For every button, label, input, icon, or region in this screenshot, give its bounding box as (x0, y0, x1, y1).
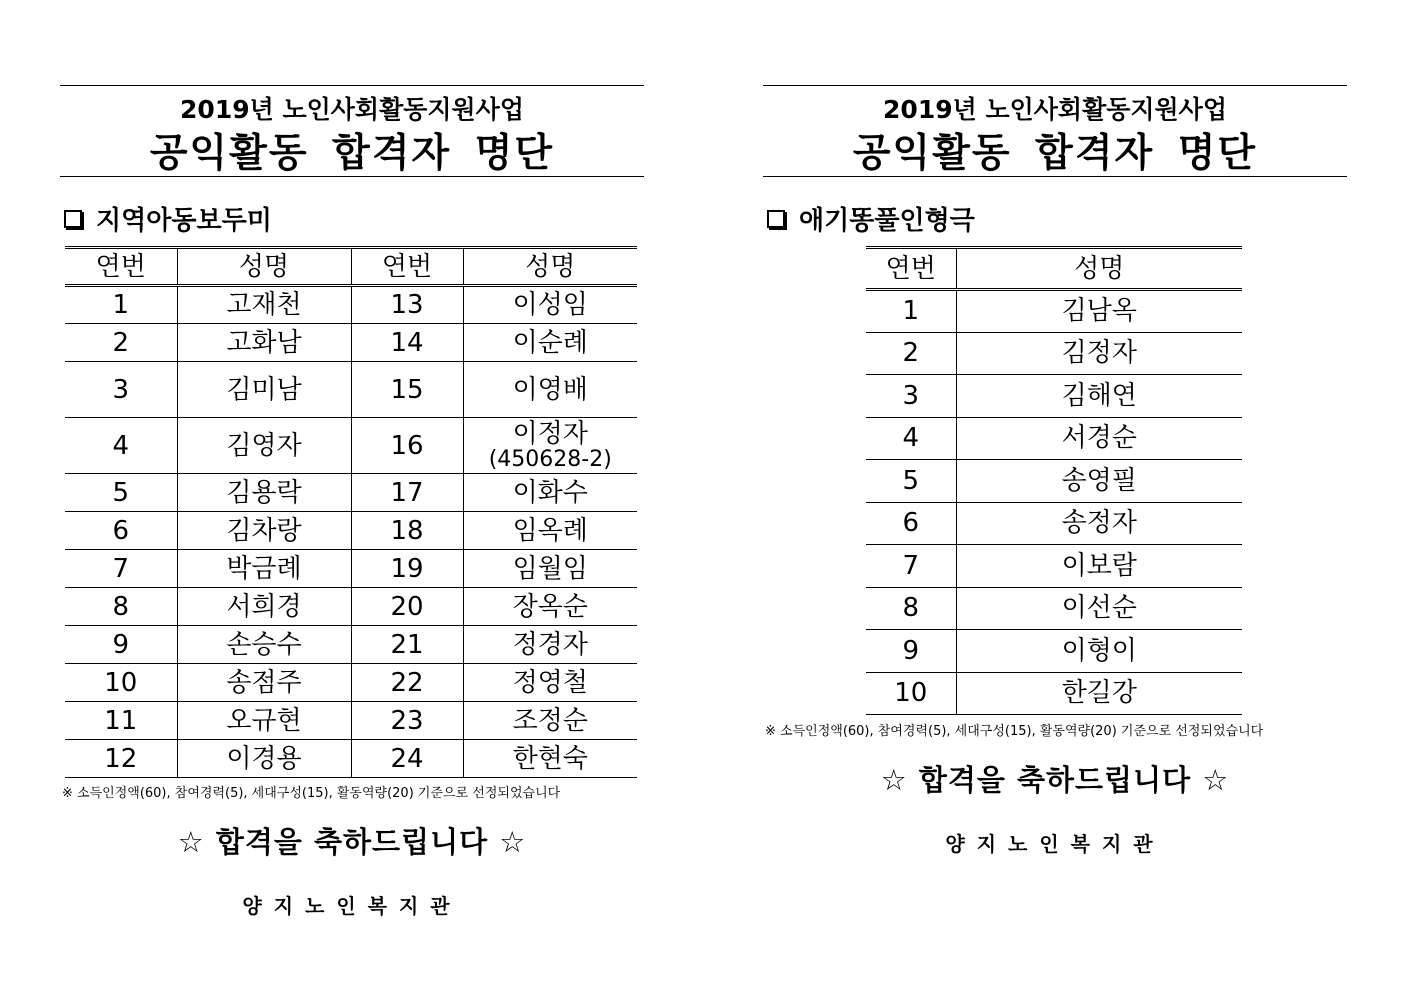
cell-name-text: 장옥순 (512, 591, 588, 622)
cell-name (177, 512, 351, 550)
cell-number-text: 15 (390, 374, 424, 405)
cell-number (65, 474, 177, 512)
header-name: 성명 (177, 248, 351, 286)
cell-number-text: 20 (390, 591, 424, 622)
table-row (65, 626, 637, 664)
table-row (65, 550, 637, 588)
cell-number: 7 (866, 545, 956, 588)
cell-name (463, 626, 637, 664)
section-heading (60, 200, 272, 237)
cell-number (351, 664, 463, 702)
cell-number-text: 12 (104, 743, 138, 774)
cell-number-text: 21 (390, 629, 424, 660)
table-row (65, 588, 637, 626)
cell-number (351, 702, 463, 740)
cell-number: 2 (866, 332, 956, 375)
cell-number (65, 588, 177, 626)
cell-number-text: 16 (390, 430, 424, 461)
cell-number (65, 286, 177, 324)
cell-name-text: 이순례 (512, 327, 588, 358)
cell-name-text: 박금례 (226, 553, 302, 584)
table-row (866, 375, 1242, 418)
cell-number (65, 362, 177, 418)
cell-number-text: 19 (390, 553, 424, 584)
cell-name (177, 550, 351, 588)
table-row (866, 502, 1242, 545)
table-row (65, 702, 637, 740)
cell-name-text: 임옥례 (512, 515, 588, 546)
cell-number (351, 550, 463, 588)
cell-number: 4 (866, 417, 956, 460)
section-label: 지역아동보두미 (96, 206, 272, 236)
cell-number (351, 474, 463, 512)
cell-name-text: 김미남 (226, 374, 302, 405)
cell-name-text: 김용락 (226, 477, 302, 508)
cell-number-text: 18 (390, 515, 424, 546)
table-row (65, 418, 637, 474)
cell-name-text: 조정순 (512, 705, 588, 736)
cell-number (65, 664, 177, 702)
cell-number-text: 23 (390, 705, 424, 736)
cell-name (177, 474, 351, 512)
title-box (763, 85, 1347, 177)
cell-name: 이보람 (956, 545, 1242, 588)
cell-number (65, 550, 177, 588)
cell-name-text: 오규현 (226, 705, 302, 736)
cell-name (463, 324, 637, 362)
checkbox-square-icon (767, 210, 785, 228)
cell-name (177, 324, 351, 362)
table-row (866, 290, 1242, 333)
header-name: 성명 (956, 248, 1242, 290)
cell-number (351, 512, 463, 550)
cell-name-text: 이화수 (512, 477, 588, 508)
table-row (65, 286, 637, 324)
cell-name (177, 286, 351, 324)
congratulations-text: ☆ 합격을 축하드립니다 ☆ (177, 825, 527, 859)
cell-number: 8 (866, 587, 956, 630)
cell-number-text: 14 (390, 327, 424, 358)
cell-name (463, 362, 637, 418)
table-row (866, 587, 1242, 630)
cell-name: 김남옥 (956, 290, 1242, 333)
header-name: 성명 (463, 248, 637, 286)
cell-name: 김해연 (956, 375, 1242, 418)
cell-name-text: 정영철 (512, 667, 588, 698)
cell-number (65, 512, 177, 550)
cell-number (351, 740, 463, 778)
cell-number: 6 (866, 502, 956, 545)
cell-name (463, 588, 637, 626)
cell-number-text: 8 (112, 591, 130, 622)
cell-number (65, 324, 177, 362)
cell-number (65, 418, 177, 474)
cell-name (463, 702, 637, 740)
cell-name (463, 740, 637, 778)
roster-table (65, 246, 637, 778)
cell-name: 송정자 (956, 502, 1242, 545)
cell-number (65, 740, 177, 778)
selection-criteria-note: ※ 소득인정액(60), 참여경력(5), 세대구성(15), 활동역량(20) 기준으로 선정되었습니다 (62, 786, 561, 801)
cell-number: 5 (866, 460, 956, 503)
cell-number (351, 324, 463, 362)
organization-name: 양지노인복지관 (945, 832, 1165, 856)
cell-number: 10 (866, 672, 956, 715)
congratulations-text: ☆ 합격을 축하드립니다 ☆ (880, 763, 1230, 797)
cell-name: 이형이 (956, 630, 1242, 673)
cell-number-text: 5 (112, 477, 130, 508)
main-title: 공익활동 합격자 명단 (149, 131, 555, 176)
cell-number-text: 1 (112, 290, 130, 320)
cell-number-text: 11 (104, 705, 138, 736)
cell-number-text: 7 (112, 553, 130, 584)
table-row (866, 332, 1242, 375)
header-number: 연번 (65, 248, 177, 286)
cell-number: 3 (866, 375, 956, 418)
cell-name: 한길강 (956, 672, 1242, 715)
cell-number-text: 17 (390, 477, 424, 508)
checkbox-square-icon (64, 210, 82, 228)
cell-name (177, 418, 351, 474)
title-box (60, 85, 644, 177)
cell-number (65, 702, 177, 740)
cell-number-text: 2 (112, 327, 130, 358)
cell-name: 이선순 (956, 587, 1242, 630)
cell-number-text: 22 (390, 667, 424, 698)
header-number: 연번 (351, 248, 463, 286)
organization-name: 양지노인복지관 (242, 894, 462, 918)
cell-name-text: 정경자 (512, 629, 588, 660)
cell-name-text: 김차랑 (226, 515, 302, 546)
cell-name-text: 임월임 (512, 553, 588, 584)
cell-name (177, 588, 351, 626)
cell-name (463, 418, 637, 474)
cell-name: 김정자 (956, 332, 1242, 375)
section-heading (763, 200, 975, 237)
year-title: 2019년 노인사회활동지원사업 (180, 95, 524, 124)
table-row (866, 460, 1242, 503)
cell-name-text: 서희경 (226, 591, 302, 622)
roster-table (866, 246, 1242, 715)
main-title: 공익활동 합격자 명단 (852, 131, 1258, 176)
cell-name (177, 740, 351, 778)
table-row (866, 630, 1242, 673)
cell-number-text: 4 (112, 430, 130, 461)
table-row (866, 545, 1242, 588)
table-row (866, 417, 1242, 460)
cell-number: 9 (866, 630, 956, 673)
left-document (60, 0, 644, 992)
cell-name (177, 702, 351, 740)
selection-criteria-note: ※ 소득인정액(60), 참여경력(5), 세대구성(15), 활동역량(20) 기준으로 선정되었습니다 (765, 724, 1264, 739)
cell-name: 서경순 (956, 417, 1242, 460)
cell-name: 송영필 (956, 460, 1242, 503)
table-row (65, 474, 637, 512)
cell-name (177, 362, 351, 418)
table-row (65, 324, 637, 362)
header-number: 연번 (866, 248, 956, 290)
cell-name-text: 송점주 (226, 667, 302, 698)
cell-name-subtext: (450628-2) (488, 446, 612, 472)
cell-name (463, 550, 637, 588)
cell-number-text: 10 (104, 667, 138, 698)
cell-name (463, 512, 637, 550)
cell-name-text: 고화남 (226, 327, 302, 358)
cell-number: 1 (866, 290, 956, 333)
cell-name-text: 한현숙 (512, 743, 588, 774)
cell-name-text: 이영배 (512, 374, 588, 405)
cell-number-text: 9 (112, 629, 130, 660)
cell-number (351, 362, 463, 418)
table-row (65, 362, 637, 418)
table-row (65, 512, 637, 550)
cell-name-text: 이경용 (226, 743, 302, 774)
cell-number (351, 588, 463, 626)
table-row (65, 740, 637, 778)
table-row (65, 664, 637, 702)
cell-name-text: 고재천 (226, 290, 302, 320)
cell-name-text: 이정자 (512, 418, 588, 449)
right-document (763, 0, 1347, 992)
cell-name (463, 474, 637, 512)
cell-name-text: 김영자 (226, 430, 302, 461)
cell-name-text: 이성임 (512, 290, 588, 320)
cell-number (351, 286, 463, 324)
cell-name-text: 손승수 (226, 629, 302, 660)
cell-number (351, 418, 463, 474)
cell-number-text: 24 (390, 743, 424, 774)
year-title: 2019년 노인사회활동지원사업 (883, 95, 1227, 124)
cell-name (463, 664, 637, 702)
cell-number (351, 626, 463, 664)
cell-name (177, 626, 351, 664)
cell-name (177, 664, 351, 702)
section-label: 애기똥풀인형극 (799, 206, 975, 236)
cell-name (463, 286, 637, 324)
cell-number-text: 6 (112, 515, 130, 546)
cell-number-text: 3 (112, 374, 130, 405)
cell-number-text: 13 (390, 290, 424, 320)
table-row (866, 672, 1242, 715)
cell-number (65, 626, 177, 664)
